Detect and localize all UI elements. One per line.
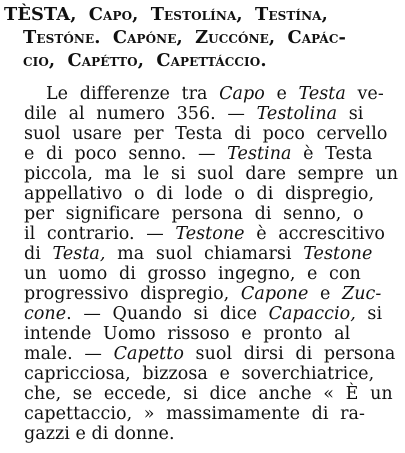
body-line: piccola, ma le si suol dare sempre un	[24, 164, 399, 184]
term: Testone	[175, 224, 245, 244]
body-line: capricciosa, bizzosa e soverchiatrice,	[24, 364, 375, 384]
body-line: e di poco senno. — Testina è Testa	[24, 144, 373, 164]
body-line: male. — Capetto suol dirsi di persona	[24, 344, 396, 364]
term: Testa	[298, 84, 346, 104]
body-line: gazzi e di donne.	[24, 424, 175, 444]
synonym: Testolína	[150, 4, 237, 25]
synonym: Testína	[254, 4, 322, 25]
body-line: che, se eccede, si dice anche « È un	[24, 384, 393, 404]
synonym: Capettáccio	[156, 50, 261, 71]
synonym: Capo	[88, 4, 133, 25]
term: Testina	[227, 144, 292, 164]
term: Capaccio,	[268, 304, 356, 324]
term: Testolina	[256, 104, 338, 124]
body-line: intende Uomo rissoso e pronto al	[24, 324, 351, 344]
body-line: appellativo o di lode o di dispregio,	[24, 184, 375, 204]
term: Capone	[240, 284, 309, 304]
term: Zuc-	[342, 284, 382, 304]
headword: TÈSTA	[4, 4, 71, 25]
term: Capo	[219, 84, 265, 104]
synonym: Capác-	[287, 27, 346, 48]
body-line: per significare persona di senno, o	[24, 204, 364, 224]
synonym: Zuccóne	[195, 27, 269, 48]
body-line: di Testa, ma suol chiamarsi Testone	[24, 244, 373, 264]
term: cone	[24, 304, 67, 324]
body-line: un uomo di grosso ingegno, e con	[24, 264, 361, 284]
heading-line: Testóne. Capóne, Zuccóne, Capác-	[23, 27, 346, 48]
body-line: Le differenze tra Capo e Testa ve-	[46, 84, 384, 104]
body-line: cone. — Quando si dice Capaccio, si	[24, 304, 383, 324]
term: Testone	[303, 244, 373, 264]
term: Testa,	[52, 244, 106, 264]
body-line: suol usare per Testa di poco cervello	[24, 124, 388, 144]
body-line: il contrario. — Testone è accrescitivo	[24, 224, 385, 244]
term: Capetto	[113, 344, 184, 364]
synonym: Capóne	[112, 27, 177, 48]
heading-line: cio, Capétto, Capettáccio.	[23, 50, 267, 71]
synonym: Testóne	[23, 27, 95, 48]
heading-line: TÈSTA, Capo, Testolína, Testína,	[4, 4, 328, 25]
body-line: capettaccio, » massimamente di ra-	[24, 404, 365, 424]
body-line: dile al numero 356. — Testolina si	[24, 104, 364, 124]
synonym: Capétto	[67, 50, 138, 71]
synonym: cio	[23, 50, 49, 71]
body-line: progressivo dispregio, Capone e Zuc-	[24, 284, 382, 304]
